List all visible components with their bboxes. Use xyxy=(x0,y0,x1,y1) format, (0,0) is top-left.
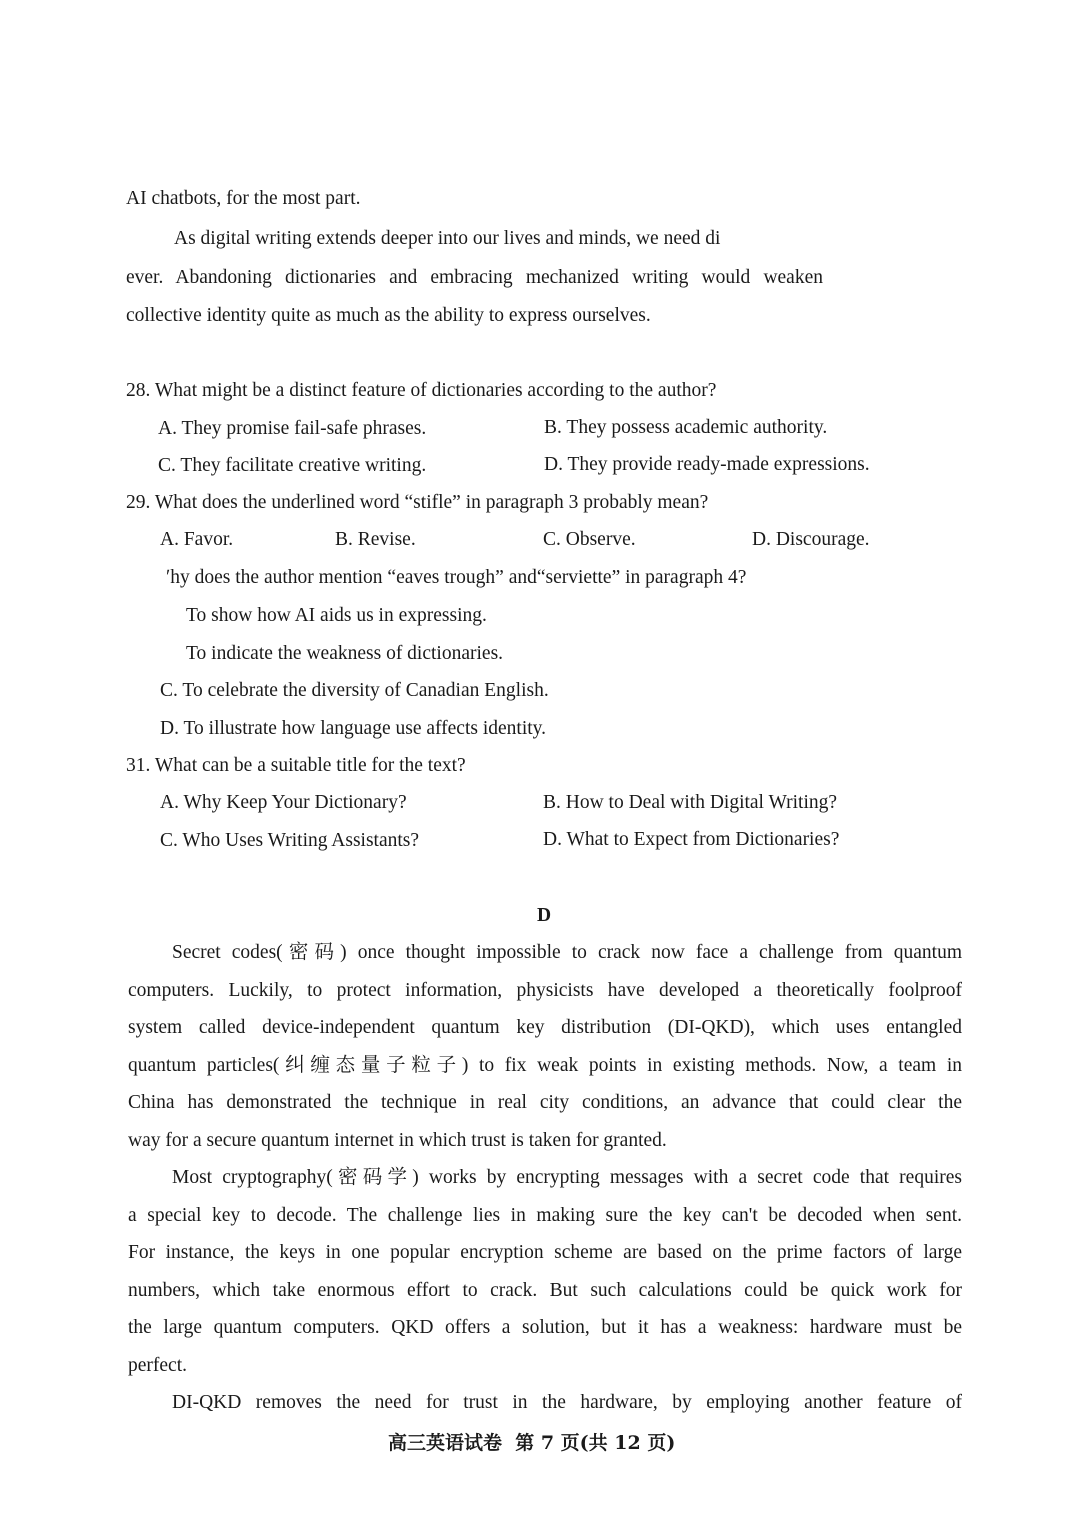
text-line: collective identity quite as much as the ability to express ourselves. xyxy=(126,305,651,326)
option-a: A. Favor. xyxy=(160,529,234,550)
text-line: As digital writing extends deeper into our lives and minds, we need di xyxy=(174,228,721,249)
option-d: D. Discourage. xyxy=(752,529,870,550)
option-a: A. Why Keep Your Dictionary? xyxy=(160,792,407,813)
text-line: Secret codes(密码) once thought impossible to crack now face a challenge from quantum xyxy=(172,942,962,963)
text-line: China has demonstrated the technique in real city conditions, an advance that could clear the xyxy=(128,1092,962,1113)
option-b: To indicate the weakness of dictionaries. xyxy=(186,643,504,664)
text-line: a special key to decode. The challenge lies in making sure the key can't be decoded when sent. xyxy=(128,1205,962,1226)
text-line: the large quantum computers. QKD offers a solution, but it has a weakness: hardware must be xyxy=(128,1317,962,1338)
text-line: Most cryptography(密码学) works by encrypting messages with a secret code that requires xyxy=(172,1167,962,1188)
question-stem: 29. What does the underlined word “stifle” in paragraph 3 probably mean? xyxy=(126,492,709,513)
option-b: B. How to Deal with Digital Writing? xyxy=(543,792,838,813)
option-c: C. To celebrate the diversity of Canadian English. xyxy=(160,680,549,701)
text-line: ever. Abandoning dictionaries and embracing mechanized writing would weaken xyxy=(126,267,823,288)
text-line: perfect. xyxy=(128,1355,187,1376)
option-d: D. What to Expect from Dictionaries? xyxy=(543,829,840,850)
option-c: C. They facilitate creative writing. xyxy=(158,455,427,476)
question-stem: 28. What might be a distinct feature of dictionaries according to the author? xyxy=(126,380,717,401)
question-stem: ʹhy does the author mention “eaves trough” and“serviette” in paragraph 4? xyxy=(166,567,747,588)
text-line: For instance, the keys in one popular encryption scheme are based on the prime factors of large xyxy=(128,1242,962,1263)
question-stem: 31. What can be a suitable title for the text? xyxy=(126,755,466,776)
option-b: B. Revise. xyxy=(335,529,416,550)
option-a: To show how AI aids us in expressing. xyxy=(186,605,487,626)
option-c: C. Who Uses Writing Assistants? xyxy=(160,830,420,851)
section-heading: D xyxy=(537,905,552,926)
option-d: D. They provide ready-made expressions. xyxy=(544,454,870,475)
text-line: DI-QKD removes the need for trust in the hardware, by employing another feature of xyxy=(172,1392,962,1413)
text-line: AI chatbots, for the most part. xyxy=(126,188,361,209)
text-line: way for a secure quantum internet in which trust is taken for granted. xyxy=(128,1130,667,1151)
text-line: system called device-independent quantum key distribution (DI-QKD), which uses entangled xyxy=(128,1017,962,1038)
text-line: computers. Luckily, to protect information, physicists have developed a theoretically foolproof xyxy=(128,980,962,1001)
option-a: A. They promise fail-safe phrases. xyxy=(158,418,427,439)
page-footer: 高三英语试卷 第 7 页(共 12 页) xyxy=(388,1432,676,1454)
option-d: D. To illustrate how language use affects identity. xyxy=(160,718,547,739)
text-line: quantum particles(纠缠态量子粒子) to fix weak points in existing methods. Now, a team in xyxy=(128,1055,962,1076)
text-line: numbers, which take enormous effort to crack. But such calculations could be quick work for xyxy=(128,1280,962,1301)
option-b: B. They possess academic authority. xyxy=(544,417,828,438)
option-c: C. Observe. xyxy=(543,529,636,550)
